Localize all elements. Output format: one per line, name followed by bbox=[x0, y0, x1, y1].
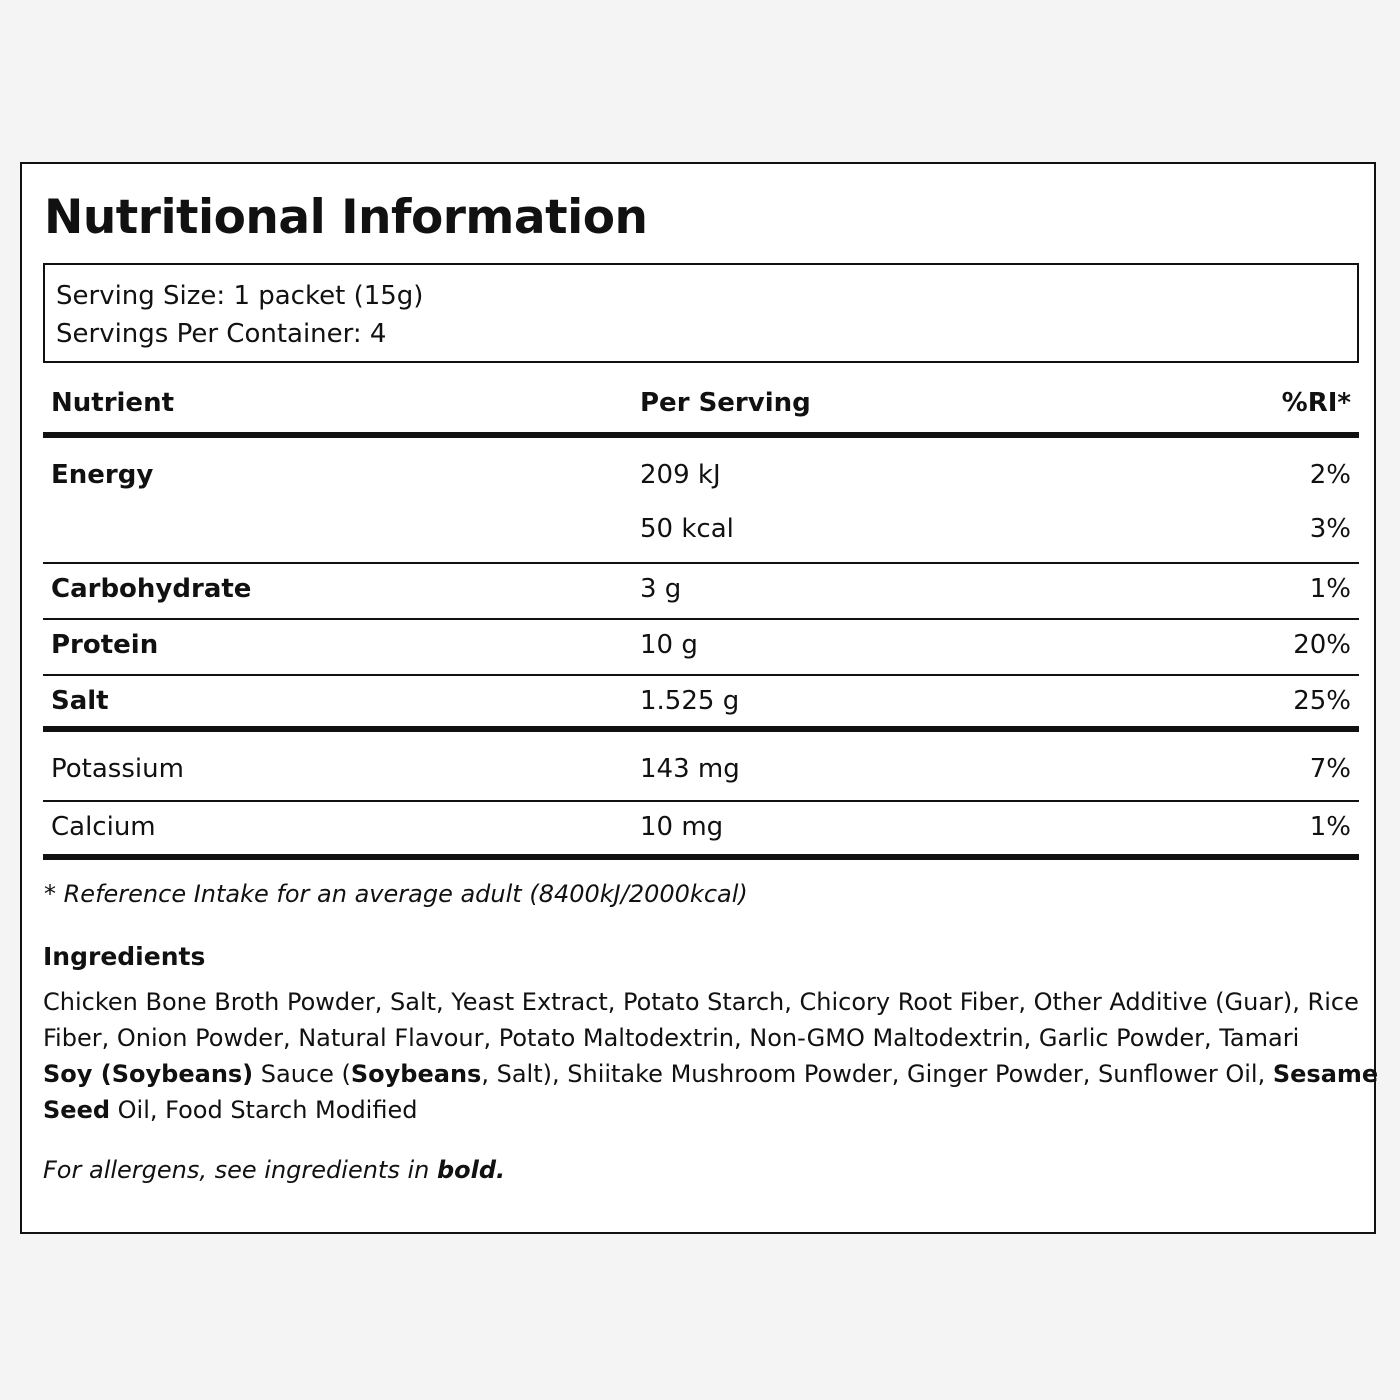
table-row-potassium bbox=[43, 732, 1359, 802]
nutrient-name: Protein bbox=[51, 630, 159, 660]
energy-kj-ri: 2% bbox=[1309, 460, 1351, 490]
nutrient-ri: 1% bbox=[1309, 812, 1351, 842]
table-row-salt bbox=[43, 676, 1359, 732]
nutrient-ri: 25% bbox=[1293, 686, 1351, 716]
nutrient-ri: 20% bbox=[1293, 630, 1351, 660]
ingredients-line bbox=[43, 1092, 1361, 1128]
ingredients-line bbox=[43, 1056, 1379, 1092]
servings-per-container: Servings Per Container: 4 bbox=[56, 319, 387, 349]
ingredient-text: Oil, Food Starch Modified bbox=[110, 1096, 418, 1124]
allergen-seed: Seed bbox=[43, 1096, 111, 1124]
serving-info-box bbox=[43, 263, 1359, 363]
nutrient-table bbox=[43, 374, 1359, 860]
ingredient-text: , Salt), Shiitake Mushroom Powder, Ginger Powder, Sunflower Oil, bbox=[481, 1060, 1273, 1088]
header-ri: %RI* bbox=[1281, 388, 1351, 418]
table-header-row bbox=[43, 374, 1359, 438]
table-row-carbohydrate bbox=[43, 564, 1359, 620]
allergen-note-text: For allergens, see ingredients in bbox=[43, 1156, 437, 1184]
ingredients-line: Fiber, Onion Powder, Natural Flavour, Potato Maltodextrin, Non-GMO Maltodextrin, Garlic Powder, Tamari bbox=[43, 1024, 1300, 1052]
energy-kcal-value: 50 kcal bbox=[640, 514, 734, 544]
header-per-serving: Per Serving bbox=[640, 388, 811, 418]
nutrient-value: 10 g bbox=[640, 630, 698, 660]
table-row-calcium bbox=[43, 802, 1359, 860]
nutrient-ri: 7% bbox=[1309, 754, 1351, 784]
ingredients-list bbox=[43, 984, 1379, 1128]
nutrient-name: Potassium bbox=[51, 754, 184, 784]
allergen-soybeans: Soybeans bbox=[350, 1060, 482, 1088]
nutrition-label bbox=[20, 162, 1379, 1234]
reference-intake-note: * Reference Intake for an average adult (8400kJ/2000kcal) bbox=[44, 880, 748, 908]
ingredients-line: Chicken Bone Broth Powder, Salt, Yeast Extract, Potato Starch, Chicory Root Fiber, Other Additive (Guar), Rice bbox=[43, 988, 1359, 1016]
table-row-energy bbox=[43, 438, 1359, 564]
nutrient-ri: 1% bbox=[1309, 574, 1351, 604]
serving-size: Serving Size: 1 packet (15g) bbox=[56, 281, 424, 311]
nutrient-name: Salt bbox=[51, 686, 109, 716]
energy-kcal-ri: 3% bbox=[1309, 514, 1351, 544]
energy-kj-value: 209 kJ bbox=[640, 460, 721, 490]
nutrient-name: Energy bbox=[51, 460, 154, 490]
nutrient-name: Carbohydrate bbox=[51, 574, 252, 604]
nutrient-value: 3 g bbox=[640, 574, 682, 604]
nutrient-name: Calcium bbox=[51, 812, 156, 842]
nutrient-value: 1.525 g bbox=[640, 686, 740, 716]
nutrient-value: 143 mg bbox=[640, 754, 740, 784]
allergen-sesame: Sesame bbox=[1272, 1060, 1379, 1088]
allergen-note bbox=[43, 1156, 505, 1184]
ingredient-text: Sauce ( bbox=[253, 1060, 351, 1088]
label-title: Nutritional Information bbox=[44, 190, 648, 245]
header-nutrient: Nutrient bbox=[51, 388, 175, 418]
allergen-soy: Soy (Soybeans) bbox=[43, 1060, 254, 1088]
allergen-note-bold: bold. bbox=[436, 1156, 506, 1184]
nutrient-value: 10 mg bbox=[640, 812, 724, 842]
table-row-protein bbox=[43, 620, 1359, 676]
ingredients-heading: Ingredients bbox=[43, 942, 206, 971]
